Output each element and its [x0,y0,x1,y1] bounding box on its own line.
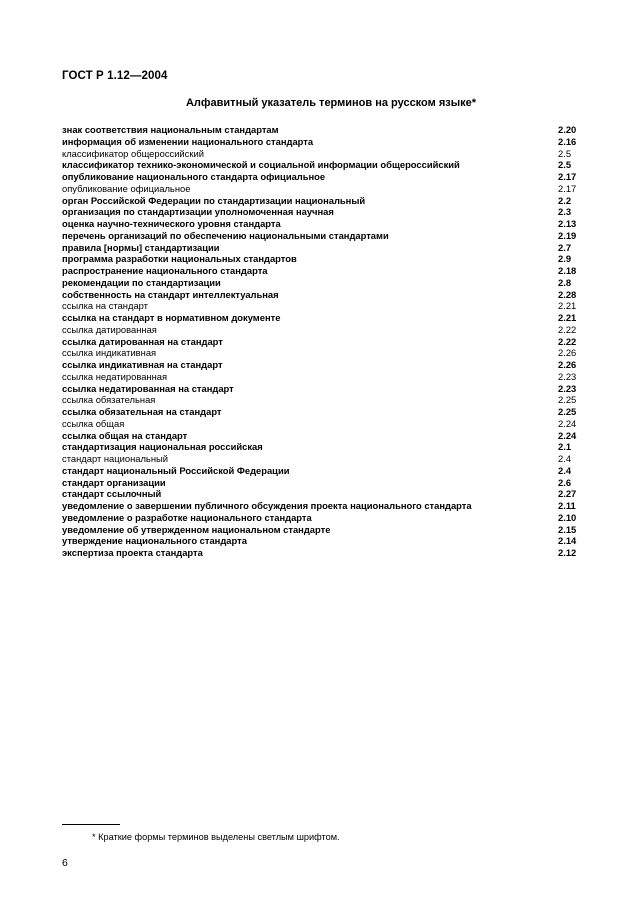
index-entry-term: ссылка обязательная [62,394,156,406]
index-entry [62,242,598,254]
index-entry-reference: 2.11 [558,500,576,511]
index-entry-reference: 2.28 [558,288,577,300]
index-entry-reference: 2.14 [558,535,577,547]
index-entry-term: стандартизация национальная российская [62,441,263,453]
document-header: ГОСТ Р 1.12—2004 [62,70,168,82]
index-entry [62,183,598,195]
index-entry-term: перечень организаций по обеспечению национальными стандартами [62,229,389,241]
footnote-divider [62,824,120,825]
index-entry-reference: 2.15 [558,523,577,535]
index-entry-reference: 2.21 [558,312,577,323]
index-entry [62,488,598,500]
index-entry-reference: 2.9 [558,253,572,265]
index-entry [62,253,598,265]
index-entry-reference: 2.13 [558,218,577,229]
index-entry-term: организация по стандартизации уполномоченная научная [62,206,334,218]
index-entry [62,124,598,136]
index-entry [62,535,598,547]
index-entry-reference: 2.5 [558,159,572,171]
index-entry-term: ссылка на стандарт в нормативном документе [62,312,281,323]
index-entry-term: знак соответствия национальным стандартам [62,124,279,135]
index-entry [62,159,598,171]
index-entry [62,300,598,312]
index-entry [62,524,598,536]
page-number: 6 [62,857,68,869]
index-entry [62,265,598,277]
index-entry [62,383,598,395]
index-entry [62,465,598,477]
index-entry-term: рекомендации по стандартизации [62,276,221,288]
index-entry-reference: 2.26 [558,359,577,370]
index-entry-term: стандарт национальный Российской Федерации [62,464,290,476]
index-entry-reference: 2.23 [558,382,577,394]
index-entry [62,359,598,371]
index-entry [62,230,598,242]
index-entry-reference: 2.2 [558,194,572,206]
index-entry-term: ссылка недатированная на стандарт [62,382,234,394]
index-entry-term: стандарт организации [62,476,166,488]
index-entry-reference: 2.25 [558,406,577,417]
index-entry-reference: 2.1 [558,441,572,453]
index-entry-term: уведомление о завершении публичного обсуждения проекта национального стандарта [62,500,472,511]
index-entry-reference: 2.3 [558,206,572,218]
term-index-list [62,124,598,559]
index-entry-term: ссылка датированная [62,323,157,335]
index-entry-term: ссылка на стандарт [62,300,148,312]
index-entry [62,441,598,453]
index-entry-reference: 2.19 [558,229,577,241]
index-entry-reference: 2.21 [558,300,577,312]
index-entry-term: программа разработки национальных стандартов [62,253,297,265]
index-entry [62,418,598,430]
index-entry [62,312,598,324]
index-entry [62,477,598,489]
index-entry-term: стандарт национальный [62,453,168,464]
index-entry-term: экспертиза проекта стандарта [62,547,203,558]
index-entry-term: распространение национального стандарта [62,265,268,276]
index-entry-reference: 2.27 [558,488,577,500]
index-entry-term: оценка научно-технического уровня стандарта [62,218,281,229]
index-entry [62,148,598,160]
index-entry-term: уведомление о разработке национального стандарта [62,511,312,523]
index-entry [62,430,598,442]
index-entry [62,171,598,183]
index-entry [62,136,598,148]
index-entry-term: ссылка общая [62,417,125,429]
index-entry-reference: 2.16 [558,135,577,147]
index-entry-reference: 2.25 [558,394,577,406]
index-entry-reference: 2.23 [558,370,577,382]
index-entry-reference: 2.17 [558,182,577,194]
index-entry [62,206,598,218]
index-title: Алфавитный указатель терминов на русском языке* [185,97,476,109]
index-entry [62,547,598,559]
index-entry-reference: 2.4 [558,464,572,476]
index-entry-reference: 2.17 [558,171,577,182]
index-entry-term: уведомление об утвержденном национальном стандарте [62,523,331,535]
index-entry-term: опубликование официальное [62,182,191,194]
index-entry-reference: 2.22 [558,335,577,347]
index-entry-term: ссылка датированная на стандарт [62,335,223,347]
index-entry-term: правила [нормы] стандартизации [62,241,220,253]
index-entry [62,289,598,301]
index-entry-reference: 2.6 [558,476,572,488]
index-entry-reference: 2.26 [558,347,577,359]
index-entry [62,500,598,512]
footnote: * Краткие формы терминов выделены светлым шрифтом. [92,832,340,842]
index-entry-reference: 2.24 [558,417,577,429]
index-entry [62,324,598,336]
index-entry [62,394,598,406]
index-entry-term: ссылка индикативная [62,347,157,359]
index-entry [62,277,598,289]
index-entry-term: классификатор общероссийский [62,147,204,159]
index-entry-reference: 2.4 [558,453,572,464]
index-entry-reference: 2.18 [558,265,577,276]
index-entry-reference: 2.24 [558,429,577,441]
index-entry-reference: 2.22 [558,323,577,335]
index-entry-term: утверждение национального стандарта [62,535,247,547]
index-entry-term: ссылка индикативная на стандарт [62,359,223,370]
index-entry [62,406,598,418]
index-entry-reference: 2.12 [558,547,577,558]
index-entry-reference: 2.5 [558,147,572,159]
index-entry [62,371,598,383]
index-entry [62,453,598,465]
index-entry-reference: 2.10 [558,511,577,523]
index-entry-term: ссылка обязательная на стандарт [62,406,222,417]
index-entry-term: собственность на стандарт интеллектуальная [62,288,279,300]
index-entry-reference: 2.7 [558,241,572,253]
index-entry-term: ссылка недатированная [62,370,168,382]
index-entry-reference: 2.8 [558,276,572,288]
index-entry [62,336,598,348]
index-entry [62,218,598,230]
index-entry-reference: 2.20 [558,124,577,135]
index-entry-term: опубликование национального стандарта официальное [62,171,326,182]
index-entry [62,512,598,524]
index-entry-term: орган Российской Федерации по стандартизации национальный [62,194,366,206]
index-entry-term: ссылка общая на стандарт [62,429,188,441]
index-entry-term: классификатор технико-экономической и социальной информации общероссийский [62,159,460,171]
index-entry [62,347,598,359]
index-entry [62,195,598,207]
index-entry-term: стандарт ссылочный [62,488,162,500]
index-entry-term: информация об изменении национального стандарта [62,135,314,147]
